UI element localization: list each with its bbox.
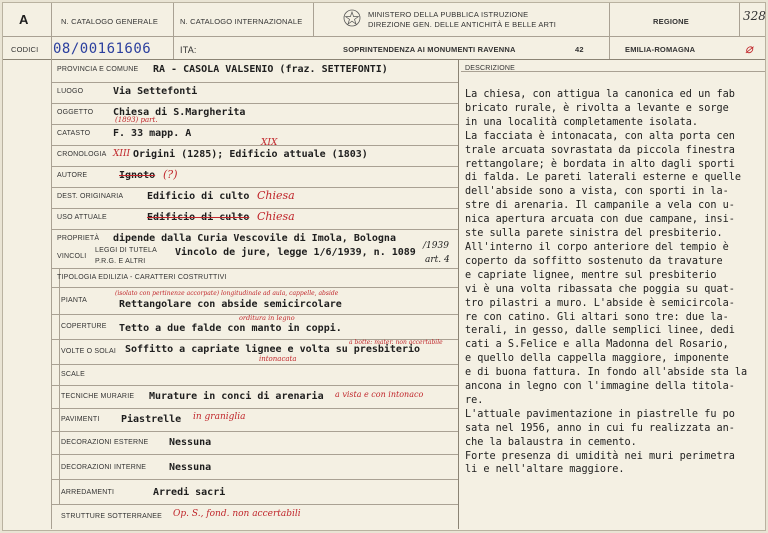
strutture-label: STRUTTURE SOTTERRANEE <box>61 513 163 520</box>
pavimenti-note: in graniglia <box>193 412 246 422</box>
catalogo-generale-value: 08/00161606 <box>53 41 152 57</box>
pianta-note: (isolato con pertinenze accorpate) longitudinale ad aula, cappelle, abside <box>115 290 339 297</box>
descrizione-line: che la balaustra in cemento. <box>465 436 637 448</box>
autore-value: Ignoto <box>119 170 156 181</box>
ministry-line-2: DIREZIONE GEN. DELLE ANTICHITÀ E BELLE ARTI <box>368 20 557 29</box>
catalogo-internazionale-label: N. CATALOGO INTERNAZIONALE <box>180 17 303 26</box>
dest-originaria-value: Edificio di culto <box>147 191 250 202</box>
cronologia-note-b: XIX <box>261 138 278 148</box>
descrizione-line: La chiesa, con attigua la canonica ed un fab <box>465 89 735 100</box>
descrizione-line: trale arcuata sovrastata da piccola finestra <box>465 144 735 156</box>
cronologia-value: Origini (1285); Edificio attuale (1803) <box>133 149 368 160</box>
ministry-line-1: MINISTERO DELLA PUBBLICA ISTRUZIONE <box>368 10 529 19</box>
catalog-card <box>2 2 766 531</box>
descrizione-line: coperto da soffitto sostenuto da travature <box>465 255 723 267</box>
ita-label: ITA: <box>180 45 197 55</box>
descrizione-line: tro pilastri a muro. L'abside è semicircola- <box>465 297 735 309</box>
descrizione-line: sata nel 1956, anno in cui fu realizzata an- <box>465 422 735 434</box>
luogo-value: Via Settefonti <box>113 86 198 97</box>
oggetto-value: Chiesa di S.Margherita <box>113 107 246 118</box>
decorazioni-interne-value: Nessuna <box>169 462 212 473</box>
descrizione-line: L'attuale pavimentazione in piastrelle fu po <box>465 408 735 420</box>
republic-emblem-icon <box>343 9 361 27</box>
descrizione-line: rettangolare; è bordata in alto dagli sporti <box>465 158 735 170</box>
autore-label: AUTORE <box>57 172 88 179</box>
pavimenti-value: Piastrelle <box>121 414 182 425</box>
vincoli-sublabel-1: LEGGI DI TUTELA <box>95 247 157 254</box>
autore-note: (?) <box>163 168 178 181</box>
regione-value: EMILIA-ROMAGNA <box>625 45 696 54</box>
descrizione-line: terali, in gesso, dalle semplici linee, dedi <box>465 325 735 337</box>
cronologia-note-a: XIII <box>113 149 131 159</box>
vincoli-value: Vincolo de jure, legge 1/6/1939, n. 1089 <box>175 247 416 258</box>
uso-attuale-note: Chiesa <box>257 210 295 223</box>
descrizione-line: re con catino. Gli altari sono tre: due la- <box>465 311 729 323</box>
uso-attuale-label: USO ATTUALE <box>57 214 107 221</box>
descrizione-line: ste sulla parete sinistra del presbiterio. <box>465 228 723 240</box>
cronologia-label: CRONOLOGIA <box>57 151 107 158</box>
page-number: 42 <box>575 45 584 54</box>
arredamenti-label: ARREDAMENTI <box>61 489 115 496</box>
coperture-note: orditura in legno <box>239 314 295 322</box>
volte-note-b: intonacata <box>259 355 297 363</box>
coperture-label: COPERTURE <box>61 323 107 330</box>
soprintendenza: SOPRINTENDENZA AI MONUMENTI RAVENNA <box>343 45 516 54</box>
dest-originaria-note: Chiesa <box>257 189 295 202</box>
descrizione-text <box>465 88 763 477</box>
descrizione-line: re. <box>465 394 484 406</box>
pianta-label: PIANTA <box>61 297 87 304</box>
catasto-value: F. 33 mapp. A <box>113 128 192 139</box>
descrizione-line: di falda. Le pareti laterali esterne e quelle <box>465 172 742 184</box>
pianta-value: Rettangolare con abside semicircolare <box>119 299 342 310</box>
descrizione-line: cati a S.Felice e alla Madonna del Rosario, <box>465 339 729 351</box>
descrizione-line: La facciata è intonacata, con alta porta cen <box>465 130 735 142</box>
descrizione-line: nica apertura arcuata con due campane, insi- <box>465 214 735 226</box>
luogo-label: LUOGO <box>57 88 84 95</box>
vincoli-label: VINCOLI <box>57 253 87 260</box>
card-letter: A <box>19 12 29 27</box>
descrizione-line: dell'abside sono a vista, con sporti in la- <box>465 186 729 198</box>
decorazioni-esterne-label: DECORAZIONI ESTERNE <box>61 439 149 446</box>
pavimenti-label: PAVIMENTI <box>61 416 100 423</box>
descrizione-line: stre di arenaria. Il campanile a vela con u- <box>465 200 735 212</box>
decorazioni-esterne-value: Nessuna <box>169 437 212 448</box>
tecniche-note: a vista e con intonaco <box>335 390 424 399</box>
coperture-value: Tetto a due falde con manto in coppi. <box>119 323 342 334</box>
descrizione-label: DESCRIZIONE <box>465 65 516 72</box>
vincoli-note-a: /1939 <box>423 241 449 251</box>
descrizione-line: Forte presenza di umidità nei muri perimetra <box>465 450 735 462</box>
volte-label: VOLTE O SOLAI <box>61 348 116 355</box>
catasto-note: (1893) part. <box>115 116 158 124</box>
descrizione-line: e quello della cappella maggiore, imponente <box>465 353 729 365</box>
dest-originaria-label: DEST. ORIGINARIA <box>57 193 124 200</box>
provincia-label: PROVINCIA E COMUNE <box>57 66 139 73</box>
vincoli-note-b: art. 4 <box>425 255 450 265</box>
catasto-label: CATASTO <box>57 130 91 137</box>
slash-mark-icon: ⌀ <box>745 41 753 56</box>
descrizione-line: All'interno il corpo anteriore del tempio è <box>465 241 729 253</box>
descrizione-line: in una località completamente isolata. <box>465 116 699 128</box>
descrizione-line: li e nell'altare maggiore. <box>465 464 625 476</box>
catalogo-generale-label: N. CATALOGO GENERALE <box>61 17 159 26</box>
regione-label: REGIONE <box>653 17 689 26</box>
oggetto-label: OGGETTO <box>57 109 94 116</box>
volte-note-a: a botte: mater. non accertabile <box>349 339 443 346</box>
tecniche-label: TECNICHE MURARIE <box>61 393 135 400</box>
decorazioni-interne-label: DECORAZIONI INTERNE <box>61 464 147 471</box>
descrizione-line: e di buona fattura. In fondo all'abside sta la <box>465 367 748 379</box>
proprieta-label: PROPRIETÀ <box>57 235 100 242</box>
arredamenti-value: Arredi sacri <box>153 487 226 498</box>
tecniche-value: Murature in conci di arenaria <box>149 391 324 402</box>
volte-value: Soffitto a capriate lignee e volta su presbiterio <box>125 344 421 355</box>
tipologia-label: TIPOLOGIA EDILIZIA - CARATTERI COSTRUTTIVI <box>57 274 227 281</box>
descrizione-line: bricato rurale, è rivolta a levante e sorge <box>465 102 729 114</box>
vincoli-sublabel-2: P.R.G. E ALTRI <box>95 258 146 265</box>
codici-label: CODICI <box>11 45 39 54</box>
descrizione-line: vi è una volta ribassata che poggia su quat- <box>465 283 735 295</box>
scale-label: SCALE <box>61 371 85 378</box>
corner-handwriting: 328 <box>743 9 766 23</box>
uso-attuale-value: Edificio di culto <box>147 212 250 223</box>
proprieta-value: dipende dalla Curia Vescovile di Imola, Bologna <box>113 233 396 244</box>
provincia-value: RA - CASOLA VALSENIO (fraz. SETTEFONTI) <box>153 64 388 75</box>
descrizione-line: ancona in legno con l'immagine della titola- <box>465 381 735 393</box>
strutture-value: Op. S., fond. non accertabili <box>173 509 301 519</box>
descrizione-line: e capriate lignee, mentre sul presbiterio <box>465 269 717 281</box>
